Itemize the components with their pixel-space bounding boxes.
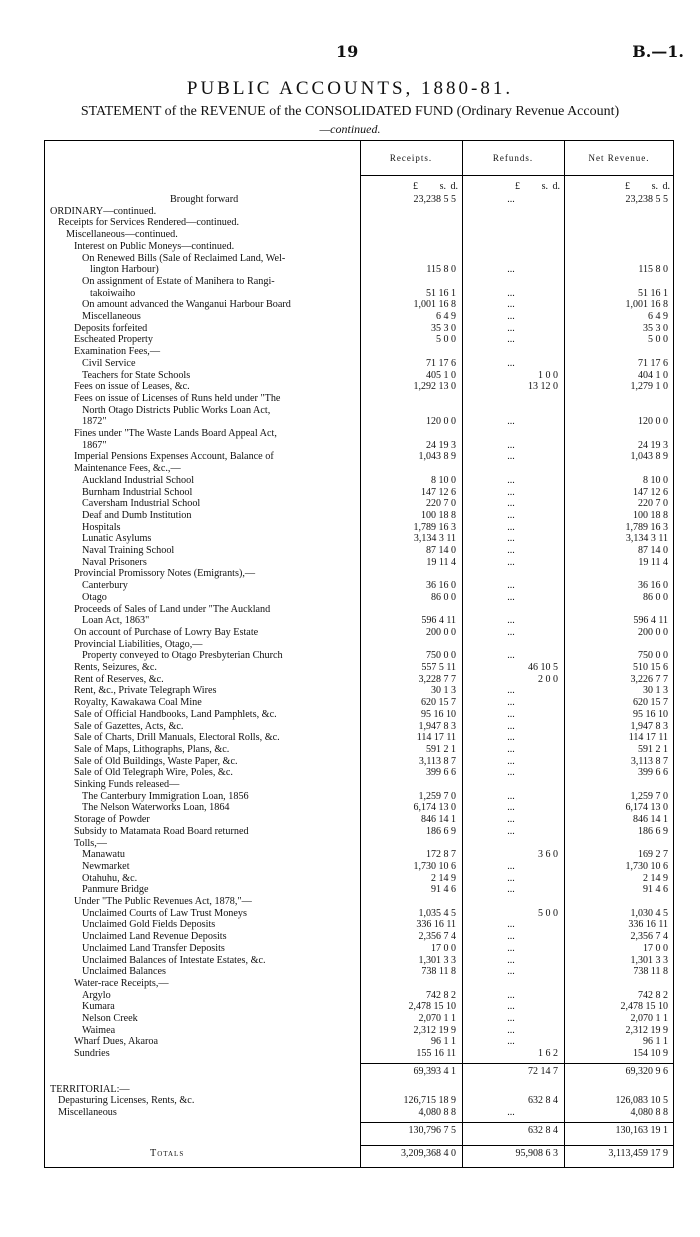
- net-revenue-value: 6 4 9: [648, 311, 668, 322]
- row-label: Sale of Old Buildings, Waste Paper, &c.: [74, 755, 238, 767]
- net-revenue-value: 510 15 6: [633, 662, 668, 673]
- net-revenue-value: 3,134 3 11: [625, 533, 668, 545]
- row-label: Argylo: [82, 989, 111, 1001]
- refunds-value: ...: [507, 814, 515, 826]
- refunds-value: 95,908 6 3: [515, 1148, 558, 1160]
- table-row: [44, 1048, 674, 1062]
- receipts-value: 86 0 0: [431, 591, 456, 603]
- receipts-value: 1,001 16 8: [413, 299, 456, 311]
- receipts-value: 35 3 0: [431, 322, 456, 334]
- row-label: Rents, Seizures, &c.: [74, 662, 157, 673]
- receipts-value: 200 0 0: [426, 626, 456, 638]
- receipts-value: 405 1 0: [426, 369, 456, 381]
- refunds-value: 5 0 0: [538, 907, 558, 919]
- net-revenue-value: 1,947 8 3: [630, 720, 668, 732]
- row-label: Auckland Industrial School: [82, 474, 195, 486]
- refunds-value: ...: [507, 556, 515, 568]
- row-label: The Nelson Waterworks Loan, 1864: [82, 802, 230, 814]
- receipts-value: 172 8 7: [426, 849, 456, 861]
- row-label: Sundries: [74, 1048, 110, 1060]
- receipts-value: 71 17 6: [426, 357, 456, 369]
- receipts-value: 3,113 8 7: [418, 755, 456, 767]
- refunds-value: ...: [507, 1024, 515, 1036]
- receipts-value: 91 4 6: [431, 884, 456, 896]
- row-label: Storage of Powder: [74, 814, 150, 826]
- row-label: Deposits forfeited: [74, 322, 148, 334]
- refunds-value: ...: [507, 486, 515, 498]
- row-label: Sale of Official Handbooks, Land Pamphlets, &c.: [74, 708, 277, 720]
- row-label: Interest on Public Moneys—continued.: [74, 240, 235, 252]
- refunds-value: 72 14 7: [528, 1065, 558, 1077]
- refunds-value: ...: [507, 299, 515, 311]
- refunds-value: ...: [507, 416, 515, 428]
- row-label: Receipts for Services Rendered—continued.: [58, 217, 240, 229]
- net-revenue-value: 6,174 13 0: [625, 802, 668, 814]
- refunds-value: ...: [507, 1106, 515, 1118]
- refunds-value: ...: [507, 685, 515, 697]
- row-label: Miscellaneous: [82, 311, 141, 322]
- row-label: Fines under "The Waste Lands Board Appeal Act,: [74, 428, 277, 439]
- refunds-value: ...: [507, 580, 515, 592]
- refunds-value: 632 8 4: [528, 1124, 558, 1136]
- refunds-value: 632 8 4: [528, 1095, 558, 1107]
- row-label: Examination Fees,—: [74, 346, 161, 358]
- row-label: Maintenance Fees, &c.,—: [74, 463, 181, 475]
- receipts-value: 130,796 7 5: [408, 1124, 456, 1136]
- row-label: Rent, &c., Private Telegraph Wires: [74, 685, 217, 697]
- refunds-value: ...: [507, 966, 515, 978]
- continued-note: —continued.: [319, 122, 381, 136]
- net-revenue-value: 4,080 8 8: [630, 1106, 668, 1118]
- net-revenue-value: 404 1 0: [638, 369, 668, 381]
- receipts-value: 100 18 8: [421, 509, 456, 521]
- receipts-value: 1,259 7 0: [418, 790, 456, 802]
- row-label: Waimea: [82, 1024, 116, 1036]
- receipts-value: 115 8 0: [426, 264, 456, 276]
- refunds-value: ...: [507, 919, 515, 931]
- refunds-value: 1 6 2: [538, 1048, 558, 1060]
- refunds-value: ...: [507, 615, 515, 627]
- refunds-value: ...: [507, 626, 515, 638]
- row-label: Depasturing Licenses, Rents, &c.: [58, 1095, 195, 1107]
- section-id: B.—1.: [632, 42, 684, 61]
- net-revenue-value: 24 19 3: [638, 439, 668, 451]
- net-revenue-value: 1,279 1 0: [630, 381, 668, 393]
- net-revenue-value: 30 1 3: [643, 685, 668, 697]
- row-label: Unclaimed Land Transfer Deposits: [82, 942, 225, 954]
- refunds-value: ...: [507, 451, 515, 463]
- refunds-value: 13 12 0: [528, 381, 558, 393]
- net-revenue-value: 8 10 0: [643, 474, 668, 486]
- net-revenue-value: 846 14 1: [633, 814, 668, 826]
- net-revenue-value: 220 7 0: [638, 498, 668, 510]
- receipts-value: 1,301 3 3: [418, 954, 456, 966]
- net-revenue-value: 69,320 9 6: [625, 1065, 668, 1077]
- net-revenue-value: 96 1 1: [643, 1036, 668, 1048]
- net-revenue-value: 91 4 6: [643, 884, 668, 896]
- row-label: Rent of Reserves, &c.: [74, 673, 164, 685]
- receipts-value: 51 16 1: [426, 287, 456, 299]
- row-label: Tolls,—: [74, 837, 107, 849]
- row-label: On amount advanced the Wanganui Harbour Board: [82, 299, 291, 311]
- refunds-value: ...: [507, 439, 515, 451]
- refunds-value: ...: [507, 194, 515, 205]
- row-label: Civil Service: [82, 357, 136, 369]
- page-number: 19: [336, 42, 359, 61]
- row-label: Panmure Bridge: [82, 884, 149, 896]
- net-revenue-value: 336 16 11: [628, 919, 668, 931]
- receipts-value: 2,312 19 9: [413, 1024, 456, 1036]
- refunds-value: ...: [507, 474, 515, 486]
- receipts-value: 95 16 10: [421, 708, 456, 720]
- row-label: Teachers for State Schools: [82, 369, 191, 381]
- refunds-value: ...: [507, 825, 515, 837]
- row-label: Kumara: [82, 1001, 115, 1013]
- receipts-value: 126,715 18 9: [403, 1095, 456, 1107]
- refunds-value: ...: [507, 931, 515, 943]
- receipts-value: 6,174 13 0: [413, 802, 456, 814]
- row-label: Miscellaneous: [58, 1106, 117, 1118]
- receipts-value: 220 7 0: [426, 498, 456, 510]
- refunds-value: ...: [507, 767, 515, 779]
- row-label: Canterbury: [82, 580, 128, 592]
- receipts-value: 336 16 11: [416, 919, 456, 931]
- row-label: Water-race Receipts,—: [74, 977, 169, 989]
- net-revenue-value: 147 12 6: [633, 486, 668, 498]
- receipts-value: 399 6 6: [426, 767, 456, 779]
- receipts-value: 738 11 8: [421, 966, 456, 978]
- row-label: ORDINARY—continued.: [50, 205, 157, 217]
- row-label: Fees on issue of Leases, &c.: [74, 381, 190, 393]
- net-revenue-value: 1,001 16 8: [625, 299, 668, 311]
- refunds-value: ...: [507, 509, 515, 521]
- row-label: On assignment of Estate of Manihera to Rangi-: [82, 275, 275, 287]
- refunds-value: 2 0 0: [538, 673, 558, 685]
- net-revenue-value: 750 0 0: [638, 650, 668, 662]
- row-label: Royalty, Kawakawa Coal Mine: [74, 697, 202, 709]
- row-label: Sale of Maps, Lithographs, Plans, &c.: [74, 743, 230, 755]
- row-label: The Canterbury Immigration Loan, 1856: [82, 790, 249, 802]
- refunds-value: ...: [507, 720, 515, 732]
- net-revenue-value: 100 18 8: [633, 509, 668, 521]
- receipts-value: 23,238 5 5: [413, 194, 456, 205]
- net-revenue-value: 71 17 6: [638, 357, 668, 369]
- refunds-value: ...: [507, 591, 515, 603]
- table-row: [44, 1148, 674, 1162]
- row-label: Sale of Gazettes, Acts, &c.: [74, 720, 184, 732]
- net-revenue-value: 130,163 19 1: [615, 1124, 668, 1136]
- receipts-value: 96 1 1: [431, 1036, 456, 1048]
- refunds-value: ...: [507, 732, 515, 744]
- net-revenue-value: 1,301 3 3: [630, 954, 668, 966]
- receipts-value: 596 4 11: [421, 615, 456, 627]
- receipts-value: 1,043 8 9: [418, 451, 456, 463]
- net-revenue-value: 114 17 11: [628, 732, 668, 744]
- net-revenue-header: Net Revenue.: [588, 153, 650, 163]
- row-label: Naval Training School: [82, 545, 175, 556]
- refunds-value: ...: [507, 884, 515, 896]
- table-row: [44, 1107, 674, 1121]
- net-revenue-value: 154 10 9: [633, 1048, 668, 1060]
- refunds-value: ...: [507, 1013, 515, 1024]
- refunds-value: ...: [507, 954, 515, 966]
- refunds-value: ...: [507, 521, 515, 533]
- refunds-value: 3 6 0: [538, 849, 558, 861]
- net-revenue-value: 2 14 9: [643, 872, 668, 884]
- unit-header: £ s. d.: [625, 181, 670, 192]
- net-revenue-value: 738 11 8: [633, 966, 668, 978]
- receipts-value: 4,080 8 8: [418, 1106, 456, 1118]
- row-label: Totals: [150, 1148, 185, 1160]
- receipts-value: 1,035 4 5: [418, 907, 456, 919]
- receipts-value: 3,228 7 7: [418, 673, 456, 685]
- refunds-value: ...: [507, 1036, 515, 1048]
- receipts-value: 742 8 2: [426, 989, 456, 1001]
- row-label: Caversham Industrial School: [82, 498, 201, 510]
- refunds-value: ...: [507, 755, 515, 767]
- refunds-value: ...: [507, 942, 515, 954]
- refunds-value: ...: [507, 989, 515, 1001]
- receipts-value: 750 0 0: [426, 650, 456, 662]
- row-label: Loan Act, 1863": [82, 615, 150, 627]
- row-label: Otahuhu, &c.: [82, 872, 138, 884]
- receipts-value: 69,393 4 1: [413, 1065, 456, 1077]
- refunds-value: ...: [507, 311, 515, 322]
- receipts-value: 1,789 16 3: [413, 521, 456, 533]
- net-revenue-value: 126,083 10 5: [615, 1095, 668, 1107]
- row-label: Burnham Industrial School: [82, 486, 193, 498]
- net-revenue-value: 95 16 10: [633, 708, 668, 720]
- row-label: 1872": [82, 416, 107, 428]
- net-revenue-value: 3,226 7 7: [630, 673, 668, 685]
- row-label: takoiwaiho: [90, 287, 136, 299]
- refunds-value: ...: [507, 533, 515, 545]
- net-revenue-value: 51 16 1: [638, 287, 668, 299]
- receipts-value: 147 12 6: [421, 486, 456, 498]
- net-revenue-value: 2,478 15 10: [620, 1001, 668, 1013]
- refunds-value: ...: [507, 357, 515, 369]
- net-revenue-value: 120 0 0: [638, 416, 668, 428]
- net-revenue-value: 115 8 0: [638, 264, 668, 276]
- refunds-header: Refunds.: [492, 153, 534, 163]
- row-label: On account of Purchase of Lowry Bay Estate: [74, 626, 259, 638]
- receipts-value: 2,070 1 1: [418, 1013, 456, 1024]
- receipts-value: 120 0 0: [426, 416, 456, 428]
- refunds-value: ...: [507, 790, 515, 802]
- net-revenue-value: 1,030 4 5: [630, 907, 668, 919]
- unit-header: £ s. d.: [413, 181, 458, 192]
- row-label: lington Harbour): [90, 264, 159, 276]
- refunds-value: ...: [507, 264, 515, 276]
- net-revenue-value: 19 11 4: [638, 556, 668, 568]
- refunds-value: ...: [507, 322, 515, 334]
- refunds-value: ...: [507, 498, 515, 510]
- net-revenue-value: 5 0 0: [648, 334, 668, 346]
- row-label: Unclaimed Courts of Law Trust Moneys: [82, 907, 247, 919]
- refunds-value: ...: [507, 697, 515, 709]
- table-body: [44, 141, 674, 1167]
- row-label: Unclaimed Balances: [82, 966, 167, 978]
- receipts-value: 8 10 0: [431, 474, 456, 486]
- refunds-value: 46 10 5: [528, 662, 558, 673]
- row-label: Subsidy to Matamata Road Board returned: [74, 825, 249, 837]
- receipts-value: 2,356 7 4: [418, 931, 456, 943]
- receipts-value: 620 15 7: [421, 697, 456, 709]
- receipts-value: 36 16 0: [426, 580, 456, 592]
- row-label: On Renewed Bills (Sale of Reclaimed Land, Wel-: [82, 252, 286, 264]
- net-revenue-value: 3,113,459 17 9: [608, 1148, 668, 1160]
- refunds-value: ...: [507, 650, 515, 662]
- row-label: Wharf Dues, Akaroa: [74, 1036, 159, 1048]
- receipts-value: 2 14 9: [431, 872, 456, 884]
- net-revenue-value: 35 3 0: [643, 322, 668, 334]
- net-revenue-value: 86 0 0: [643, 591, 668, 603]
- net-revenue-value: 3,113 8 7: [630, 755, 668, 767]
- row-label: Naval Prisoners: [82, 556, 147, 568]
- row-label: Brought forward: [170, 194, 239, 205]
- revenue-table: [44, 140, 674, 1168]
- receipts-value: 186 6 9: [426, 825, 456, 837]
- row-label: North Otago Districts Public Works Loan Act,: [82, 404, 271, 416]
- row-label: Unclaimed Balances of Intestate Estates, &c.: [82, 954, 266, 966]
- receipts-value: 1,730 10 6: [413, 860, 456, 872]
- row-label: Property conveyed to Otago Presbyterian Church: [82, 650, 283, 662]
- net-revenue-value: 186 6 9: [638, 825, 668, 837]
- row-label: Proceeds of Sales of Land under "The Auckland: [74, 603, 271, 615]
- receipts-value: 24 19 3: [426, 439, 456, 451]
- row-label: Hospitals: [82, 521, 121, 533]
- net-revenue-value: 17 0 0: [643, 942, 668, 954]
- receipts-value: 2,478 15 10: [408, 1001, 456, 1013]
- receipts-value: 591 2 1: [426, 743, 456, 755]
- net-revenue-value: 1,043 8 9: [630, 451, 668, 463]
- refunds-value: ...: [507, 545, 515, 556]
- net-revenue-value: 2,312 19 9: [625, 1024, 668, 1036]
- row-label: Provincial Promissory Notes (Emigrants),—: [74, 568, 256, 580]
- row-label: Deaf and Dumb Institution: [82, 509, 192, 521]
- net-revenue-value: 2,070 1 1: [630, 1013, 668, 1024]
- receipts-value: 114 17 11: [416, 732, 456, 744]
- receipts-value: 6 4 9: [436, 311, 456, 322]
- net-revenue-value: 169 2 7: [638, 849, 668, 861]
- table-row: [44, 1066, 674, 1080]
- row-label: Escheated Property: [74, 334, 153, 346]
- row-label: Unclaimed Gold Fields Deposits: [82, 919, 216, 931]
- row-label: Fees on issue of Licenses of Runs held under "The: [74, 392, 281, 404]
- receipts-header: Receipts.: [389, 153, 433, 163]
- net-revenue-value: 87 14 0: [638, 545, 668, 556]
- receipts-value: 1,947 8 3: [418, 720, 456, 732]
- statement-title: STATEMENT of the REVENUE of the CONSOLIDATED FUND (Ordinary Revenue Account): [80, 104, 620, 119]
- net-revenue-value: 1,730 10 6: [625, 860, 668, 872]
- row-label: Provincial Liabilities, Otago,—: [74, 638, 203, 650]
- receipts-value: 5 0 0: [436, 334, 456, 346]
- net-revenue-value: 620 15 7: [633, 697, 668, 709]
- refunds-value: ...: [507, 802, 515, 814]
- receipts-value: 557 5 11: [421, 662, 456, 673]
- refunds-value: ...: [507, 287, 515, 299]
- receipts-value: 87 14 0: [426, 545, 456, 556]
- receipts-value: 3,134 3 11: [413, 533, 456, 545]
- receipts-value: 3,209,368 4 0: [401, 1148, 456, 1160]
- receipts-value: 19 11 4: [426, 556, 456, 568]
- net-revenue-value: 200 0 0: [638, 626, 668, 638]
- net-revenue-value: 742 8 2: [638, 989, 668, 1001]
- row-label: Sinking Funds released—: [74, 779, 180, 790]
- row-label: Sale of Charts, Drill Manuals, Electoral Rolls, &c.: [74, 732, 280, 744]
- row-label: Lunatic Asylums: [82, 533, 152, 545]
- row-label: Sale of Old Telegraph Wire, Poles, &c.: [74, 767, 233, 779]
- net-revenue-value: 36 16 0: [638, 580, 668, 592]
- receipts-value: 17 0 0: [431, 942, 456, 954]
- receipts-value: 846 14 1: [421, 814, 456, 826]
- refunds-value: ...: [507, 743, 515, 755]
- net-revenue-value: 23,238 5 5: [625, 194, 668, 205]
- net-revenue-value: 1,259 7 0: [630, 790, 668, 802]
- net-revenue-value: 2,356 7 4: [630, 931, 668, 943]
- unit-header: £ s. d.: [515, 181, 560, 192]
- row-label: Manawatu: [82, 849, 125, 861]
- row-label: 1867": [82, 439, 107, 451]
- refunds-value: ...: [507, 872, 515, 884]
- net-revenue-value: 596 4 11: [633, 615, 668, 627]
- table-row: [44, 1125, 674, 1139]
- page-title: PUBLIC ACCOUNTS, 1880-81.: [186, 78, 514, 99]
- row-label: Imperial Pensions Expenses Account, Balance of: [74, 451, 274, 463]
- row-label: Newmarket: [82, 860, 130, 872]
- row-label: Miscellaneous—continued.: [66, 229, 178, 241]
- refunds-value: ...: [507, 708, 515, 720]
- row-label: Unclaimed Land Revenue Deposits: [82, 931, 227, 943]
- refunds-value: ...: [507, 1001, 515, 1013]
- row-label: Otago: [82, 591, 107, 603]
- row-label: Under "The Public Revenues Act, 1878,"—: [74, 896, 252, 907]
- row-label: TERRITORIAL:—: [50, 1083, 130, 1095]
- refunds-value: ...: [507, 860, 515, 872]
- refunds-value: 1 0 0: [538, 369, 558, 381]
- refunds-value: ...: [507, 334, 515, 346]
- receipts-value: 30 1 3: [431, 685, 456, 697]
- net-revenue-value: 1,789 16 3: [625, 521, 668, 533]
- net-revenue-value: 399 6 6: [638, 767, 668, 779]
- receipts-value: 155 16 11: [416, 1048, 456, 1060]
- net-revenue-value: 591 2 1: [638, 743, 668, 755]
- row-label: Nelson Creek: [82, 1013, 138, 1024]
- receipts-value: 1,292 13 0: [413, 381, 456, 393]
